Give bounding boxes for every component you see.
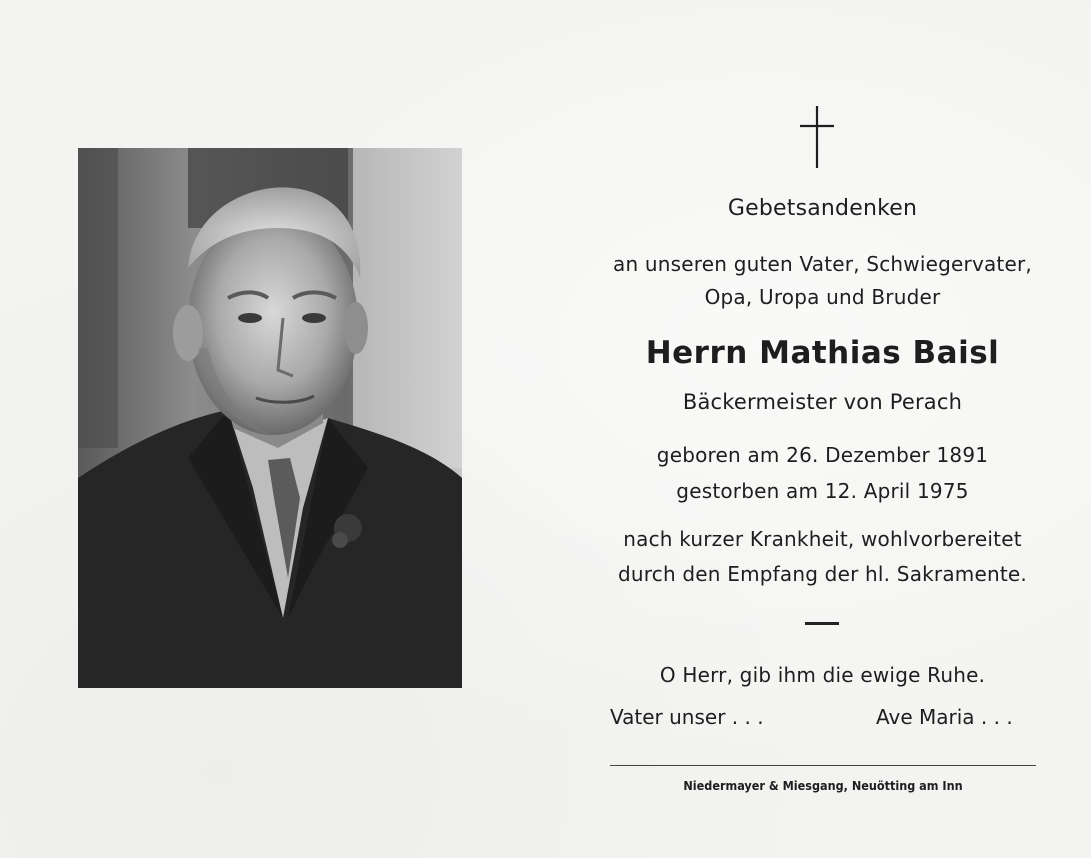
divider-dash: [805, 622, 839, 625]
prayer-vater-unser: Vater unser . . .: [610, 705, 764, 729]
intro-line-1: an unseren guten Vater, Schwiegervater,: [613, 252, 1032, 276]
birth-date: geboren am 26. Dezember 1891: [656, 443, 989, 467]
death-date: gestorben am 12. April 1975: [676, 479, 969, 503]
note-line-1: nach kurzer Krankheit, wohlvorbereitet: [623, 527, 1022, 551]
occupation: Bäckermeister von Perach: [682, 390, 963, 414]
portrait-photo: [78, 148, 462, 688]
heading: Gebetsandenken: [727, 196, 918, 221]
prayer-line: O Herr, gib ihm die ewige Ruhe.: [659, 663, 986, 687]
deceased-name: Herrn Mathias Baisl: [645, 335, 1000, 371]
footer-rule: [610, 765, 1036, 766]
note-line-2: durch den Empfang der hl. Sakramente.: [618, 562, 1027, 586]
prayer-ave-maria: Ave Maria . . .: [876, 705, 1013, 729]
portrait-illustration: [78, 148, 462, 688]
printer-credit: Niedermayer & Miesgang, Neuötting am Inn: [683, 778, 963, 793]
intro-line-2: Opa, Uropa und Bruder: [704, 285, 941, 309]
cross-icon: [797, 104, 837, 170]
